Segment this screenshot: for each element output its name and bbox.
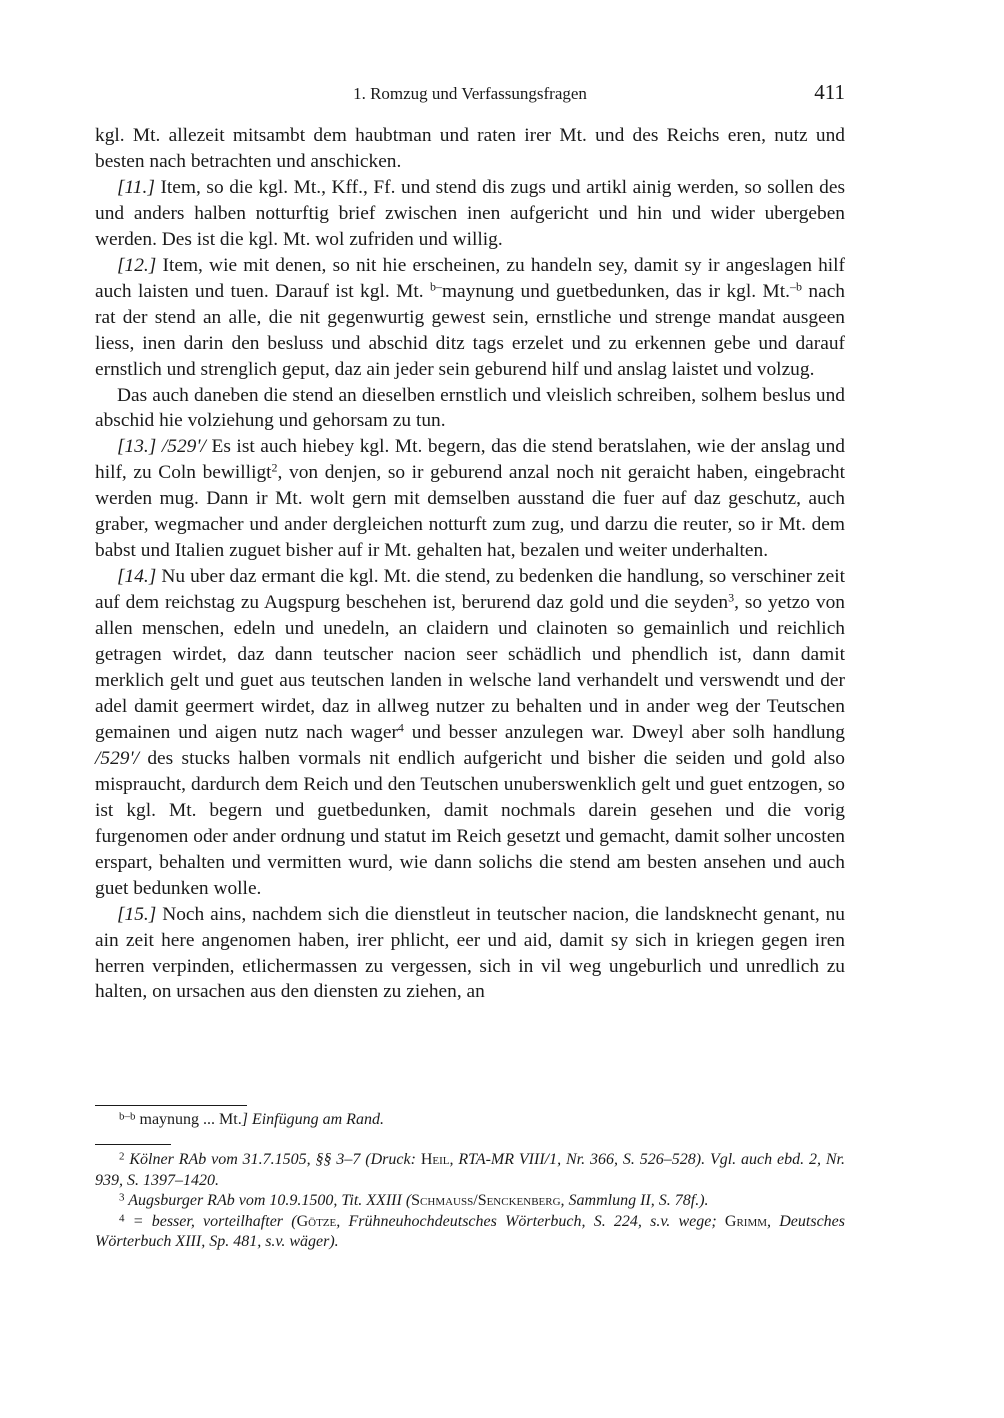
paragraph-article-15: [95, 902, 845, 1006]
footnote-text: Kölner RAb vom 31.7.1505, §§ 3–7 (Druck:: [124, 1151, 421, 1168]
footnote-text: , Frühneuhochdeutsches Wörterbuch, S. 224, s.v. wege;: [336, 1212, 725, 1230]
footnote-text: Augsburger RAb vom 10.9.1500, Tit. XXIII (: [124, 1192, 412, 1209]
article-number: [15.]: [117, 903, 157, 925]
apparatus-mark-close: –b: [790, 279, 802, 294]
footnote-ref: 3: [728, 590, 735, 605]
footnote-3: [95, 1191, 845, 1212]
footnote-mark: 2: [119, 1150, 125, 1163]
author-separator: /: [473, 1192, 478, 1209]
paragraph-text: Nu uber daz ermant die kgl. Mt. die stend, zu bedenken die handlung, so verschiner zeit auf dem reichstag zu Augspurg beschehen ist, berurend daz gold und die seyden: [95, 566, 845, 614]
apparatus-note: [95, 1110, 845, 1130]
running-title: 1. Romzug und Verfassungsfragen: [353, 84, 587, 103]
paragraph-text: und besser anzulegen war. Dweyl aber solh handlung: [403, 721, 845, 743]
author-name: Grimm: [724, 1212, 768, 1230]
author-name: Schmauss: [411, 1192, 474, 1209]
footnote-mark: 4: [119, 1212, 125, 1225]
paragraph-article-12: [95, 253, 845, 383]
paragraph-article-14: [95, 564, 845, 901]
article-number: [12.]: [117, 254, 157, 276]
footnote-2: [95, 1150, 845, 1191]
folio-mark: /529'/: [161, 436, 206, 458]
footnotes: [95, 1150, 845, 1253]
paragraph-text: , von denjen, so ir geburend anzal noch nit geraicht haben, eingebracht werden mug. Dann ir Mt. wolt gern mit demselben ausstand die fuer auf daz geschutz, auch graber, wegmacher und ander dergleichen notturft zum zug, und darzu die reuter, so ir Mt. dem babst und Italien zuguet bisher auf ir Mt. gehalten hat, bezalen und weiter underhalten.: [95, 462, 845, 562]
paragraph-article-13: [95, 434, 845, 564]
article-number: [13.]: [117, 436, 157, 458]
critical-apparatus: [95, 1110, 845, 1130]
author-name: Götze: [296, 1212, 337, 1230]
footnote-4: [95, 1212, 845, 1253]
paragraph-text: nach rat der stend an alle, die nit gegenwurtig gewest sein, ernstliche und strenge mandat ausgeen liess, inen darin den besluss und abschid ditz tags erzelet und zu erkennen gebe und darauf ernstlich und strenglich geput, daz ain jeder sein geburend hilf und anslag laistet und volzug.: [95, 280, 845, 380]
author-name: Senckenberg: [477, 1192, 561, 1209]
paragraph-text: des stucks halben vormals nit endlich aufgericht und bisher die seiden und gold also mispraucht, dardurch dem Reich und den Teutschen unuberswenklich gelt und guet entzogen, so ist kgl. Mt. begern und guetbedunken, damit nochmals darein gesehen und die vorig furgenomen oder ander ordnung und statut im Reich gesetzt und gemacht, damit solher uncosten erspart, behalten und vermitten wurd, wie dann solichs die stend am besten ansehen und auch guet bedunken wolle.: [95, 747, 845, 899]
footnote-divider: [95, 1144, 171, 1145]
folio-mark: /529'/: [95, 747, 140, 769]
page-number: 411: [814, 80, 845, 104]
paragraph-text: , so yetzo von allen menschen, edeln und unedeln, an claidern und clainoten so gemainlich und reichlich getragen wirdet, daz dann teutscher nacion seer schädlich und phendlich ist, dann damit merklich gelt und guet aus teutschen landen in welsche land verhandelt und verswendt und der adel damit geermert wirdet, daz in allweg nutzer zu behalten und in ander weg der Teutschen gemainen und aigen nutz nach wager: [95, 592, 845, 743]
apparatus-divider: [95, 1105, 247, 1106]
paragraph-text: Das auch daneben die stend an dieselben ernstlich und vleislich schreiben, solhem beslus und abschid hie volziehung und gehorsam zu tun.: [95, 384, 845, 432]
footnote-text: , Deutsches Wörterbuch XIII, Sp. 481, s.v. wäger).: [95, 1212, 846, 1250]
paragraph-text: Item, so die kgl. Mt., Kff., Ff. und stend dis zugs und artikl ainig werden, so sollen des und anders halben notturftig brief zwischen inen aufgericht und hin und wider ubergeben werden. Des ist die kgl. Mt. wol zufriden und willig.: [95, 176, 845, 250]
article-number: [11.]: [117, 176, 155, 198]
paragraph-text: maynung und guetbedunken, das ir kgl. Mt.: [441, 280, 790, 302]
paragraph-text: Noch ains, nachdem sich die dienstleut in teutscher nacion, die landsknecht genant, nu ain zeit here angenomen haben, irer phlicht, eer und aid, damit sy sich in kriegen gegen iren herren verpinden, etlichermassen zu vergessen, sich in vil weg ungeburlich und unredlich zu halten, on ursachen aus den diensten zu ziehen, an: [95, 903, 845, 1003]
page-header: [95, 80, 845, 110]
footnote-text: , RTA-MR VIII/1, Nr. 366, S. 526–528). Vgl. auch ebd. 2, Nr. 939, S. 1397–1420.: [95, 1151, 846, 1189]
footnote-text: , Sammlung II, S. 78f.).: [560, 1192, 709, 1209]
paragraph: [95, 383, 845, 435]
author-name: Heil: [420, 1151, 450, 1168]
apparatus-mark-open: b–: [429, 279, 442, 294]
apparatus-mark: b–b: [119, 1110, 136, 1123]
main-text: [95, 123, 845, 1005]
footnote-mark: 3: [119, 1191, 125, 1204]
footnote-ref: 4: [397, 720, 404, 735]
paragraph-article-11: [95, 175, 845, 253]
paragraph-text: Es ist auch hiebey kgl. Mt. begern, das die stend beratslahen, wie der anslag und hilf, zu Coln bewilligt: [95, 436, 845, 484]
article-number: [14.]: [117, 566, 157, 588]
footnote-text: = besser, vorteilhafter (: [124, 1212, 297, 1230]
footnote-ref: 2: [271, 460, 278, 475]
paragraph-text: kgl. Mt. allezeit mitsambt dem haubtman und raten irer Mt. und des Reichs eren, nutz und besten nach betrachten und anschicken.: [95, 125, 845, 172]
paragraph: [95, 123, 845, 175]
apparatus-comment: ] Einfügung am Rand.: [241, 1111, 384, 1128]
paragraph-text: Item, wie mit denen, so nit hie erscheinen, zu handeln sey, damit sy ir angeslagen hilf auch laisten und tuen. Darauf ist kgl. Mt.: [95, 254, 845, 302]
apparatus-lemma: maynung ... Mt.: [135, 1111, 242, 1128]
